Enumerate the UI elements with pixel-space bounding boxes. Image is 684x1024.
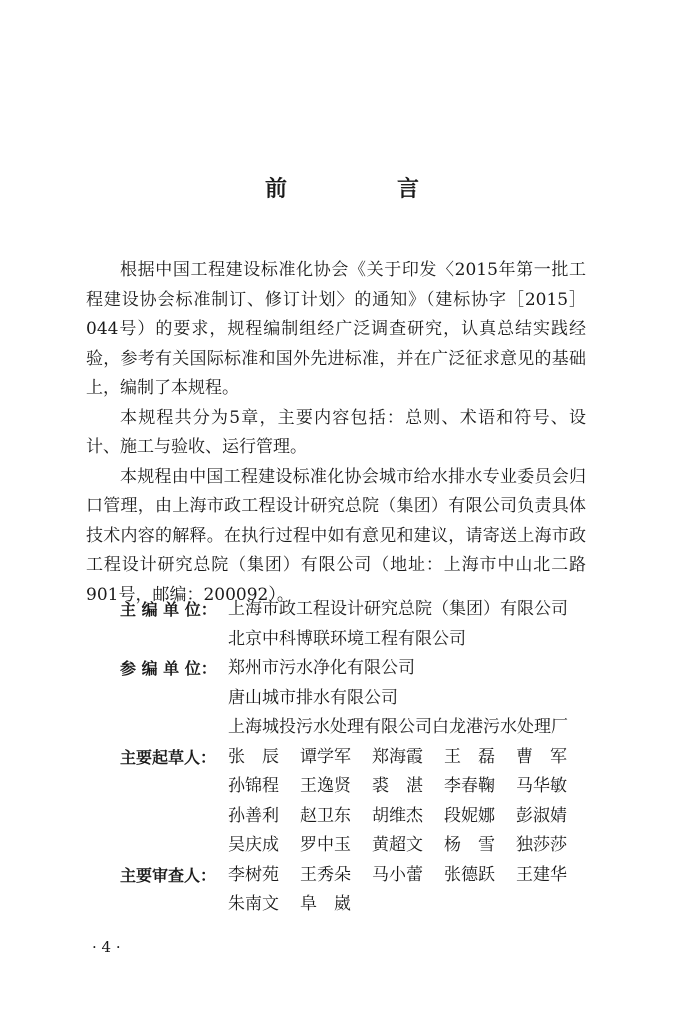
drafter-name: 独莎莎 [516, 835, 567, 855]
drafter-name: 马华敏 [516, 776, 567, 796]
reviewer-name: 王建华 [516, 864, 567, 885]
drafter-name: 吴庆成 [228, 835, 279, 855]
drafter-name: 罗中玉 [300, 835, 351, 855]
participating-unit: 郑州市污水净化有限公司 [228, 658, 415, 678]
credits-section [120, 595, 600, 920]
drafter-name: 裘 湛 [372, 776, 423, 796]
drafter-name: 谭学军 [300, 746, 351, 767]
reviewer-name: 李树苑 [228, 864, 279, 885]
page-number: · 4 · [92, 938, 121, 956]
chief-units-list [228, 595, 600, 654]
drafter-name: 黄超文 [372, 835, 423, 855]
participating-units-group [120, 654, 600, 743]
drafter-name: 曹 军 [516, 746, 567, 767]
reviewers-group [120, 861, 600, 920]
preface-body [86, 256, 586, 610]
reviewers-label: 主要审查人： [120, 865, 217, 885]
drafter-name: 孙锦程 [228, 776, 279, 796]
drafter-name: 郑海霞 [372, 746, 423, 767]
page-title: 前 言 [264, 177, 463, 202]
drafter-name: 张 辰 [228, 746, 279, 767]
participating-units-list [228, 654, 600, 743]
reviewer-name: 张德跃 [444, 864, 495, 885]
drafter-name: 王逸贤 [300, 776, 351, 796]
paragraph-2: 本规程共分为5章，主要内容包括：总则、术语和符号、设计、施工与验收、运行管理。 [86, 407, 586, 457]
drafter-name: 杨 雪 [444, 835, 495, 855]
chief-units-label: 主 编 单 位： [120, 600, 217, 619]
drafter-name: 王 磊 [444, 746, 495, 767]
reviewer-name: 马小蕾 [372, 864, 423, 885]
drafter-name: 彭淑婧 [516, 805, 567, 826]
chief-unit: 上海市政工程设计研究总院（集团）有限公司 [228, 599, 568, 619]
participating-unit: 唐山城市排水有限公司 [228, 687, 398, 708]
drafter-name: 赵卫东 [300, 805, 351, 826]
reviewer-name: 王秀朵 [300, 864, 351, 885]
participating-unit: 上海城投污水处理有限公司白龙港污水处理厂 [228, 717, 568, 737]
drafter-name: 段妮娜 [444, 805, 495, 826]
drafter-name: 李春鞠 [444, 776, 495, 796]
drafter-name: 孙善利 [228, 805, 279, 826]
reviewer-name: 朱南文 [228, 894, 279, 914]
paragraph-3: 本规程由中国工程建设标准化协会城市给水排水专业委员会归口管理，由上海市政工程设计研究总院（集团）有限公司负责具体技术内容的解释。在执行过程中如有意见和建议，请寄送上海市政工程设计研究总院（集团）有限公司（地址：上海市中山北二路901号，邮编：200092）。 [86, 466, 586, 605]
chief-units-group [120, 595, 600, 654]
paragraph-1: 根据中国工程建设标准化协会《关于印发〈2015年第一批工程建设协会标准制订、修订计划〉的通知》（建标协字［2015］044号）的要求，规程编制组经广泛调查研究，认真总结实践经验，参考有关国际标准和国外先进标准，并在广泛征求意见的基础上，编制了本规程。 [86, 260, 586, 398]
reviewers-list [228, 861, 600, 920]
drafters-list [228, 743, 600, 861]
drafters-group [120, 743, 600, 861]
chief-unit: 北京中科博联环境工程有限公司 [228, 628, 466, 649]
drafters-label: 主要起草人： [120, 747, 217, 767]
drafter-name: 胡维杰 [372, 805, 423, 826]
reviewer-name: 阜 崴 [300, 894, 351, 914]
participating-units-label: 参 编 单 位： [120, 659, 217, 678]
